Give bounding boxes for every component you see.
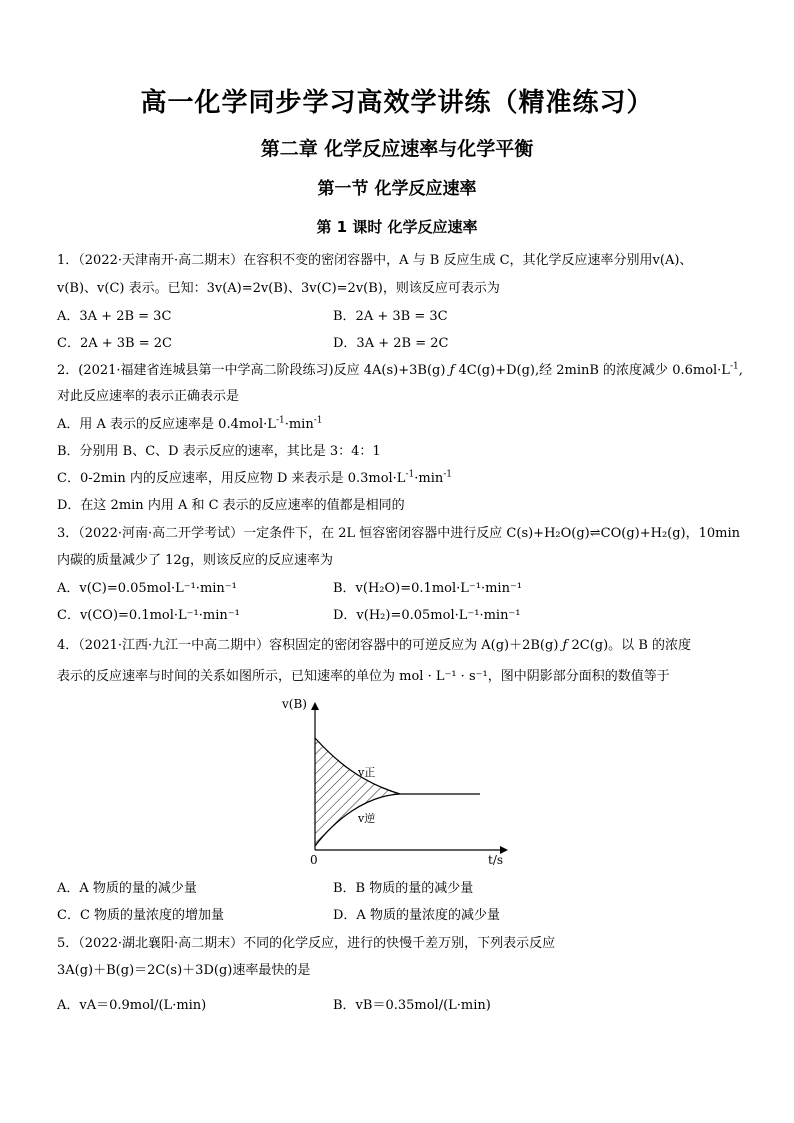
reverse-curve-label: v逆 bbox=[358, 812, 376, 825]
q1-option-c: C．2A + 3B = 2C bbox=[57, 336, 172, 351]
section-title: 第一节 化学反应速率 bbox=[317, 179, 477, 199]
y-axis-label: v(B) bbox=[282, 697, 307, 711]
q3-stem-line1: 3．（2022·河南·高二开学考试）一定条件下，在 2L 恒容密闭容器中进行反应 C(s)+H₂O(g)⇌CO(g)+H₂(g)，10min bbox=[57, 526, 741, 541]
q3-option-b: B．v(H₂O)=0.1mol·L⁻¹·min⁻¹ bbox=[333, 581, 523, 596]
q2-option-c: C．0-2min 内的反应速率，用反应物 D 来表示是 $0.3mol\cdot L^{-1}\cdot\min^{-1}$ bbox=[57, 469, 453, 486]
y-axis-arrow-icon bbox=[311, 702, 319, 710]
shaded-area bbox=[315, 738, 400, 846]
origin-label: 0 bbox=[310, 853, 318, 867]
q1-option-d: D．3A + 2B = 2C bbox=[333, 336, 449, 351]
reversible-arrow-icon: ƒ bbox=[562, 638, 568, 653]
q1-stem-line2: v(B)、v(C) 表示。已知：3v(A)=2v(B)、3v(C)=2v(B)，则该反应可表示为 bbox=[57, 281, 500, 296]
q1-stem-line1: 1．（2022·天津南开·高二期末）在容积不变的密闭容器中，A 与 B 反应生成 C，其化学反应速率分别用v(A)、 bbox=[57, 253, 693, 268]
x-axis-label: t/s bbox=[488, 853, 504, 867]
q2-option-b: B．分别用 B、C、D 表示反应的速率，其比是 3：4：1 bbox=[57, 444, 381, 459]
q5-stem-line2: 3A(g)＋B(g)＝2C(s)＋3D(g)速率最快的是 bbox=[57, 963, 311, 978]
q3-option-a: A．v(C)=0.05mol·L⁻¹·min⁻¹ bbox=[57, 581, 237, 596]
q2-stem-line2: 对此反应速率的表示正确表示是 bbox=[57, 389, 240, 404]
q4-option-b: B．B 物质的量的减少量 bbox=[333, 881, 474, 896]
q1-option-b: B．2A + 3B = 3C bbox=[333, 309, 448, 324]
lesson-title: 第 1 课时 化学反应速率 bbox=[316, 218, 478, 236]
q4-option-a: A．A 物质的量的减少量 bbox=[57, 881, 197, 896]
q4-stem-line1: 4．（2021·江西·九江一中高二期中）容积固定的密闭容器中的可逆反应为 A(g)＋2B(g) ƒ 2C(g)。以 B 的浓度 bbox=[57, 638, 692, 653]
chapter-title: 第二章 化学反应速率与化学平衡 bbox=[260, 138, 534, 160]
q4-option-d: D．A 物质的量浓度的减少量 bbox=[333, 908, 500, 923]
q3-stem-line2: 内碳的质量减少了 12g，则该反应的反应速率为 bbox=[57, 553, 333, 568]
rate-time-graph bbox=[280, 697, 510, 870]
reversible-arrow-icon: ƒ bbox=[449, 363, 455, 378]
q2-option-d: D．在这 2min 内用 A 和 C 表示的反应速率的值都是相同的 bbox=[57, 498, 405, 513]
q4-stem-line2: 表示的反应速率与时间的关系如图所示，已知速率的单位为 mol · L⁻¹ · s⁻¹，图中阴影部分面积的数值等于 bbox=[57, 669, 670, 684]
q3-option-c: C．v(CO)=0.1mol·L⁻¹·min⁻¹ bbox=[57, 608, 240, 623]
q2-stem-part1: 2．(2021·福建省连城县第一中学高二阶段练习)反应 4A(s)+3B(g) bbox=[57, 363, 446, 378]
q5-option-a: A．vA＝0.9mol/(L·min) bbox=[57, 998, 207, 1013]
q4-option-c: C．C 物质的量浓度的增加量 bbox=[57, 908, 225, 923]
q3-option-d: D．v(H₂)=0.05mol·L⁻¹·min⁻¹ bbox=[333, 608, 521, 623]
rate-time-graph-svg bbox=[280, 700, 510, 870]
q1-option-a: A．3A + 2B = 3C bbox=[57, 309, 172, 324]
q5-option-b: B．vB＝0.35mol/(L·min) bbox=[333, 998, 491, 1013]
q2-stem-line1: 2．(2021·福建省连城县第一中学高二阶段练习)反应 4A(s)+3B(g) ƒ 4C(g)+D(g),经 2minB 的浓度减少 $0.6mol\cdot L^{-1}$, bbox=[57, 361, 743, 378]
q5-stem-line1: 5．（2022·湖北襄阳·高二期末）不同的化学反应，进行的快慢千差万别，下列表示反应 bbox=[57, 936, 556, 951]
forward-curve-label: v正 bbox=[358, 766, 376, 779]
q2-option-a: A．用 A 表示的反应速率是 $0.4mol\cdot L^{-1}\cdot\min^{-1}$ bbox=[57, 415, 323, 432]
main-title: 高一化学同步学习高效学讲练（精准练习） bbox=[140, 88, 654, 118]
q2-stem-part2: 4C(g)+D(g),经 2minB 的浓度减少 0.6mol·L bbox=[458, 363, 730, 378]
